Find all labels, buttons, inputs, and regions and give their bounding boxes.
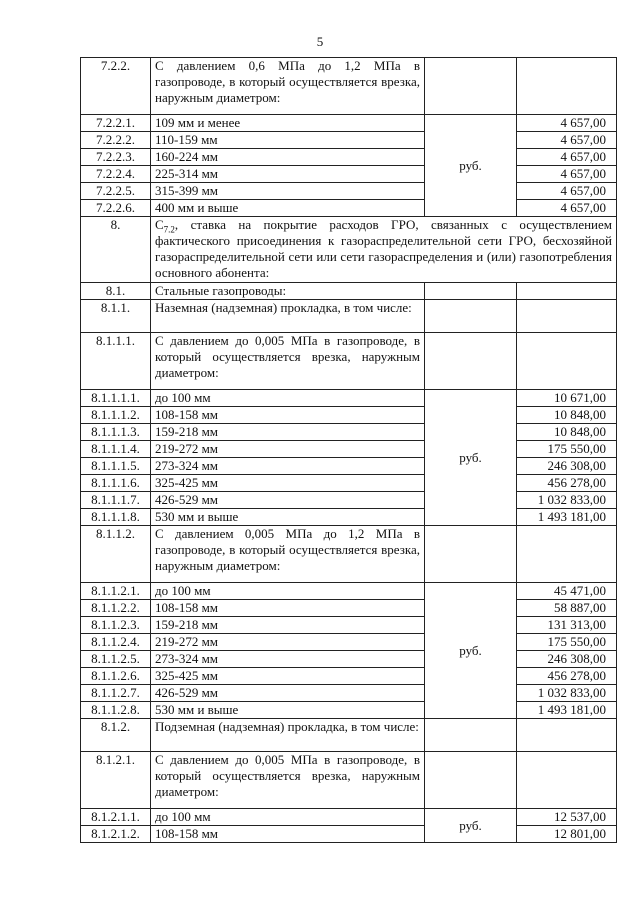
unit-cell-empty (425, 283, 517, 300)
row-number: 8.1.1.2.7. (81, 685, 151, 702)
row-description: 108-158 мм (151, 600, 425, 617)
table-row (81, 407, 617, 424)
section-title: С давлением до 0,005 МПа в газопроводе, в который осуществляется врезка, наружным диаметром: (151, 752, 425, 809)
section-title: С давлением до 0,005 МПа в газопроводе, в который осуществляется врезка, наружным диаметром: (151, 333, 425, 390)
table-row (81, 115, 617, 132)
section-number: 7.2.2. (81, 58, 151, 115)
row-price: 58 887,00 (517, 600, 617, 617)
row-number: 8.1.1.1.7. (81, 492, 151, 509)
row-number: 8.1.1.1.5. (81, 458, 151, 475)
section-header-row (81, 58, 617, 115)
row-description: 315-399 мм (151, 183, 425, 200)
row-description: 108-158 мм (151, 826, 425, 843)
row-description: до 100 мм (151, 583, 425, 600)
row-number: 8.1.1.1.6. (81, 475, 151, 492)
section-header-row (81, 300, 617, 333)
row-price: 131 313,00 (517, 617, 617, 634)
section-title: Наземная (надземная) прокладка, в том числе: (151, 300, 425, 333)
row-price: 1 032 833,00 (517, 685, 617, 702)
row-number: 7.2.2.5. (81, 183, 151, 200)
row-description: 110-159 мм (151, 132, 425, 149)
row-description: 160-224 мм (151, 149, 425, 166)
row-description: 159-218 мм (151, 617, 425, 634)
table-row (81, 617, 617, 634)
table-row (81, 702, 617, 719)
row-price: 10 848,00 (517, 424, 617, 441)
row-number: 8.1.1.1.8. (81, 509, 151, 526)
row-number: 8.1.1.1.3. (81, 424, 151, 441)
price-cell-empty (517, 526, 617, 583)
row-number: 8.1.1.2.3. (81, 617, 151, 634)
section-header-row (81, 283, 617, 300)
price-cell-empty (517, 719, 617, 752)
row-number: 7.2.2.6. (81, 200, 151, 217)
table-row (81, 166, 617, 183)
section-title: Стальные газопроводы: (151, 283, 425, 300)
table-row (81, 668, 617, 685)
row-number: 8.1.2.1.2. (81, 826, 151, 843)
section-title: С давлением 0,005 МПа до 1,2 МПа в газопроводе, в который осуществляется врезка, наружным диаметром: (151, 526, 425, 583)
section-number: 8. (81, 217, 151, 283)
row-price: 175 550,00 (517, 441, 617, 458)
unit-rub: руб. (425, 390, 517, 526)
table-row (81, 685, 617, 702)
table-row (81, 651, 617, 668)
price-cell-empty (517, 283, 617, 300)
row-description: до 100 мм (151, 390, 425, 407)
row-price: 45 471,00 (517, 583, 617, 600)
unit-cell-empty (425, 752, 517, 809)
unit-cell-empty (425, 333, 517, 390)
unit-cell-empty (425, 300, 517, 333)
table-row (81, 424, 617, 441)
row-description: 426-529 мм (151, 685, 425, 702)
table-row (81, 600, 617, 617)
unit-cell-empty (425, 719, 517, 752)
row-description: 225-314 мм (151, 166, 425, 183)
unit-rub: руб. (425, 809, 517, 843)
section-8-row (81, 217, 617, 283)
section-title: С давлением 0,6 МПа до 1,2 МПа в газопроводе, в который осуществляется врезка, наружным диаметром: (151, 58, 425, 115)
table-row (81, 458, 617, 475)
row-description: 109 мм и менее (151, 115, 425, 132)
row-description: 426-529 мм (151, 492, 425, 509)
row-number: 8.1.1.1.4. (81, 441, 151, 458)
row-price: 4 657,00 (517, 200, 617, 217)
row-price: 10 848,00 (517, 407, 617, 424)
table-row (81, 475, 617, 492)
row-number: 8.1.1.2.6. (81, 668, 151, 685)
row-number: 8.1.2.1.1. (81, 809, 151, 826)
unit-cell-empty (425, 526, 517, 583)
row-price: 456 278,00 (517, 668, 617, 685)
row-number: 8.1.1.2.4. (81, 634, 151, 651)
table-row (81, 492, 617, 509)
unit-cell-empty (425, 58, 517, 115)
section-header-row (81, 719, 617, 752)
section-8-text: , ставка на покрытие расходов ГРО, связанных с осуществлением фактического присоединения к газораспределительной сети ГРО, бесхозяйной газораспределительной сети или сети газораспределения и (или) газопотребления основного абонента: (155, 217, 612, 280)
row-description: 325-425 мм (151, 668, 425, 685)
table-row (81, 200, 617, 217)
table-row (81, 441, 617, 458)
section-8-description (151, 217, 617, 283)
rate-subscript: 7.2 (163, 224, 175, 235)
table-row (81, 809, 617, 826)
row-price: 246 308,00 (517, 458, 617, 475)
section-header-row (81, 752, 617, 809)
row-number: 8.1.1.2.8. (81, 702, 151, 719)
table-row (81, 183, 617, 200)
section-number: 8.1.1.2. (81, 526, 151, 583)
row-price: 10 671,00 (517, 390, 617, 407)
row-description: 159-218 мм (151, 424, 425, 441)
price-cell-empty (517, 58, 617, 115)
price-cell-empty (517, 300, 617, 333)
tariff-table (80, 57, 617, 843)
section-number: 8.1.2. (81, 719, 151, 752)
page-number: 5 (316, 34, 324, 49)
row-price: 1 493 181,00 (517, 702, 617, 719)
row-number: 7.2.2.2. (81, 132, 151, 149)
row-price: 12 537,00 (517, 809, 617, 826)
row-description: 273-324 мм (151, 458, 425, 475)
section-header-row (81, 526, 617, 583)
row-description: 219-272 мм (151, 634, 425, 651)
table-row (81, 583, 617, 600)
rate-symbol: С (155, 217, 164, 232)
row-number: 8.1.1.1.2. (81, 407, 151, 424)
row-description: 530 мм и выше (151, 509, 425, 526)
row-number: 8.1.1.2.5. (81, 651, 151, 668)
row-description: 530 мм и выше (151, 702, 425, 719)
row-number: 8.1.1.2.1. (81, 583, 151, 600)
table-row (81, 509, 617, 526)
table-row (81, 132, 617, 149)
row-number: 7.2.2.4. (81, 166, 151, 183)
section-number: 8.1.1. (81, 300, 151, 333)
row-price: 12 801,00 (517, 826, 617, 843)
price-cell-empty (517, 752, 617, 809)
row-number: 7.2.2.1. (81, 115, 151, 132)
price-cell-empty (517, 333, 617, 390)
row-description: до 100 мм (151, 809, 425, 826)
row-description: 108-158 мм (151, 407, 425, 424)
row-price: 4 657,00 (517, 183, 617, 200)
row-number: 8.1.1.2.2. (81, 600, 151, 617)
row-price: 456 278,00 (517, 475, 617, 492)
row-description: 325-425 мм (151, 475, 425, 492)
section-number: 8.1.1.1. (81, 333, 151, 390)
row-price: 4 657,00 (517, 115, 617, 132)
section-title: Подземная (надземная) прокладка, в том числе: (151, 719, 425, 752)
unit-rub: руб. (425, 583, 517, 719)
row-price: 1 032 833,00 (517, 492, 617, 509)
row-number: 7.2.2.3. (81, 149, 151, 166)
section-number: 8.1.2.1. (81, 752, 151, 809)
row-description: 219-272 мм (151, 441, 425, 458)
table-row (81, 390, 617, 407)
row-description: 400 мм и выше (151, 200, 425, 217)
row-description: 273-324 мм (151, 651, 425, 668)
row-price: 246 308,00 (517, 651, 617, 668)
row-price: 4 657,00 (517, 132, 617, 149)
row-price: 175 550,00 (517, 634, 617, 651)
table-row (81, 634, 617, 651)
section-header-row (81, 333, 617, 390)
unit-rub: руб. (425, 115, 517, 217)
row-price: 1 493 181,00 (517, 509, 617, 526)
row-price: 4 657,00 (517, 149, 617, 166)
table-row (81, 149, 617, 166)
tariff-table-body (81, 58, 617, 843)
row-price: 4 657,00 (517, 166, 617, 183)
section-number: 8.1. (81, 283, 151, 300)
table-row (81, 826, 617, 843)
row-number: 8.1.1.1.1. (81, 390, 151, 407)
